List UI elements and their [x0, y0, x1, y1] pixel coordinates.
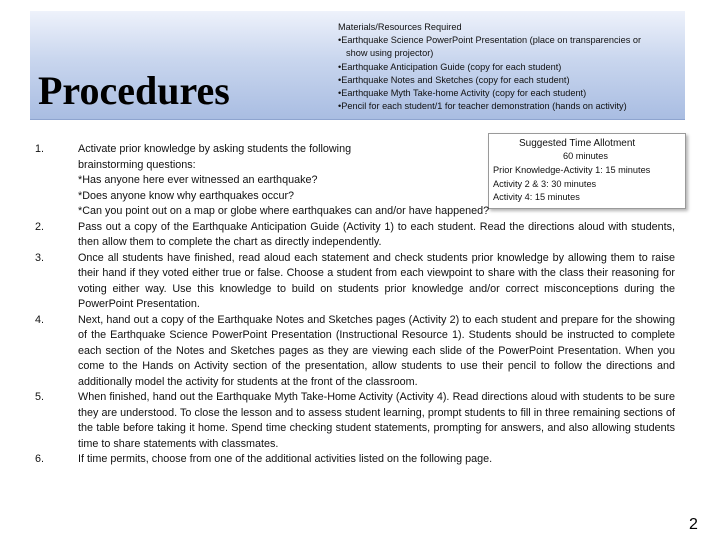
step-number: 3.: [35, 251, 45, 264]
brainstorm-question: *Does anyone know why earthquakes occur?: [78, 189, 295, 202]
step-text: Once all students have finished, read aloud each statement and check students prior knowledge by allowing them to raise their hand if they voted either true or false. Choose a student from each viewpoint to share with the class their reasoning for voting either way. Use this knowledge to build on students prior knowledge and/or correct misconceptions during the PowerPoint Presentation.: [78, 251, 675, 310]
time-allotment-line: Prior Knowledge-Activity 1: 15 minutes: [493, 165, 651, 175]
time-allotment-total: 60 minutes: [563, 151, 608, 161]
procedure-step-1: [30, 142, 675, 220]
procedure-step-3: [30, 251, 675, 313]
procedure-step-6: [30, 452, 675, 468]
procedure-step-4: [30, 313, 675, 391]
step-number: 4.: [35, 313, 45, 326]
step-text: If time permits, choose from one of the additional activities listed on the following page.: [78, 453, 493, 465]
step-number: 2.: [35, 220, 45, 233]
step-text: Pass out a copy of the Earthquake Anticipation Guide (Activity 1) to each student. Read the directions aloud with students, then allow them to complete the chart as directly independently.: [78, 220, 675, 248]
materials-item: •Pencil for each student/1 for teacher demonstration (hands on activity): [338, 101, 627, 112]
header-banner: [30, 11, 685, 120]
step-number: 5.: [35, 391, 45, 403]
materials-item: •Earthquake Science PowerPoint Presentation (place on transparencies or: [338, 35, 642, 46]
step-number: 6.: [35, 453, 45, 465]
materials-item: •Earthquake Anticipation Guide (copy for each student): [338, 61, 562, 72]
step-text: When finished, hand out the Earthquake Myth Take-Home Activity (Activity 4). Read directions aloud with students to be sure they are understood. To close the lesson and to assess student learning, prompt students to fill in three remaining sections of the table before taking it home. Spend time checking student statements, prompting for answers, and also allowing students time to share statements with classmates.: [78, 391, 675, 450]
time-allotment-title: Suggested Time Allotment: [519, 138, 636, 149]
materials-item: •Earthquake Myth Take-home Activity (copy for each student): [338, 88, 587, 99]
materials-item-continuation: show using projector): [346, 48, 434, 59]
time-allotment-line: Activity 4: 15 minutes: [493, 192, 580, 202]
procedure-step-2: [30, 220, 675, 251]
step-text: brainstorming questions:: [78, 158, 196, 171]
materials-list: [338, 21, 683, 113]
page-title: Procedures: [38, 68, 230, 113]
brainstorm-question: *Can you point out on a map or globe where earthquakes can and/or have happened?: [78, 205, 490, 217]
step-text: Next, hand out a copy of the Earthquake Notes and Sketches pages (Activity 2) to each student and prepare for the showing of the Earthquake Science PowerPoint Presentation (Instructional Resource 1). Students should be instructed to complete each section of the Notes and Sketches pages as they are viewing each slide of the PowerPoint Presentation. When you come to the Hands on Activity section of the presentation, allow students to use their pencil to follow the directions and additionally model the activity for students at the front of the classroom.: [78, 313, 675, 388]
brainstorm-question: *Has anyone here ever witnessed an earthquake?: [78, 174, 318, 186]
step-number: 1.: [35, 143, 45, 155]
materials-item: •Earthquake Notes and Sketches (copy for each student): [338, 74, 570, 85]
time-allotment-line: Activity 2 & 3: 30 minutes: [493, 178, 597, 189]
procedure-steps: [30, 142, 675, 468]
page-number: 2: [689, 516, 698, 533]
step-text: Activate prior knowledge by asking students the following: [78, 143, 352, 155]
materials-heading: Materials/Resources Required: [338, 22, 462, 32]
procedure-step-5: [30, 390, 675, 452]
